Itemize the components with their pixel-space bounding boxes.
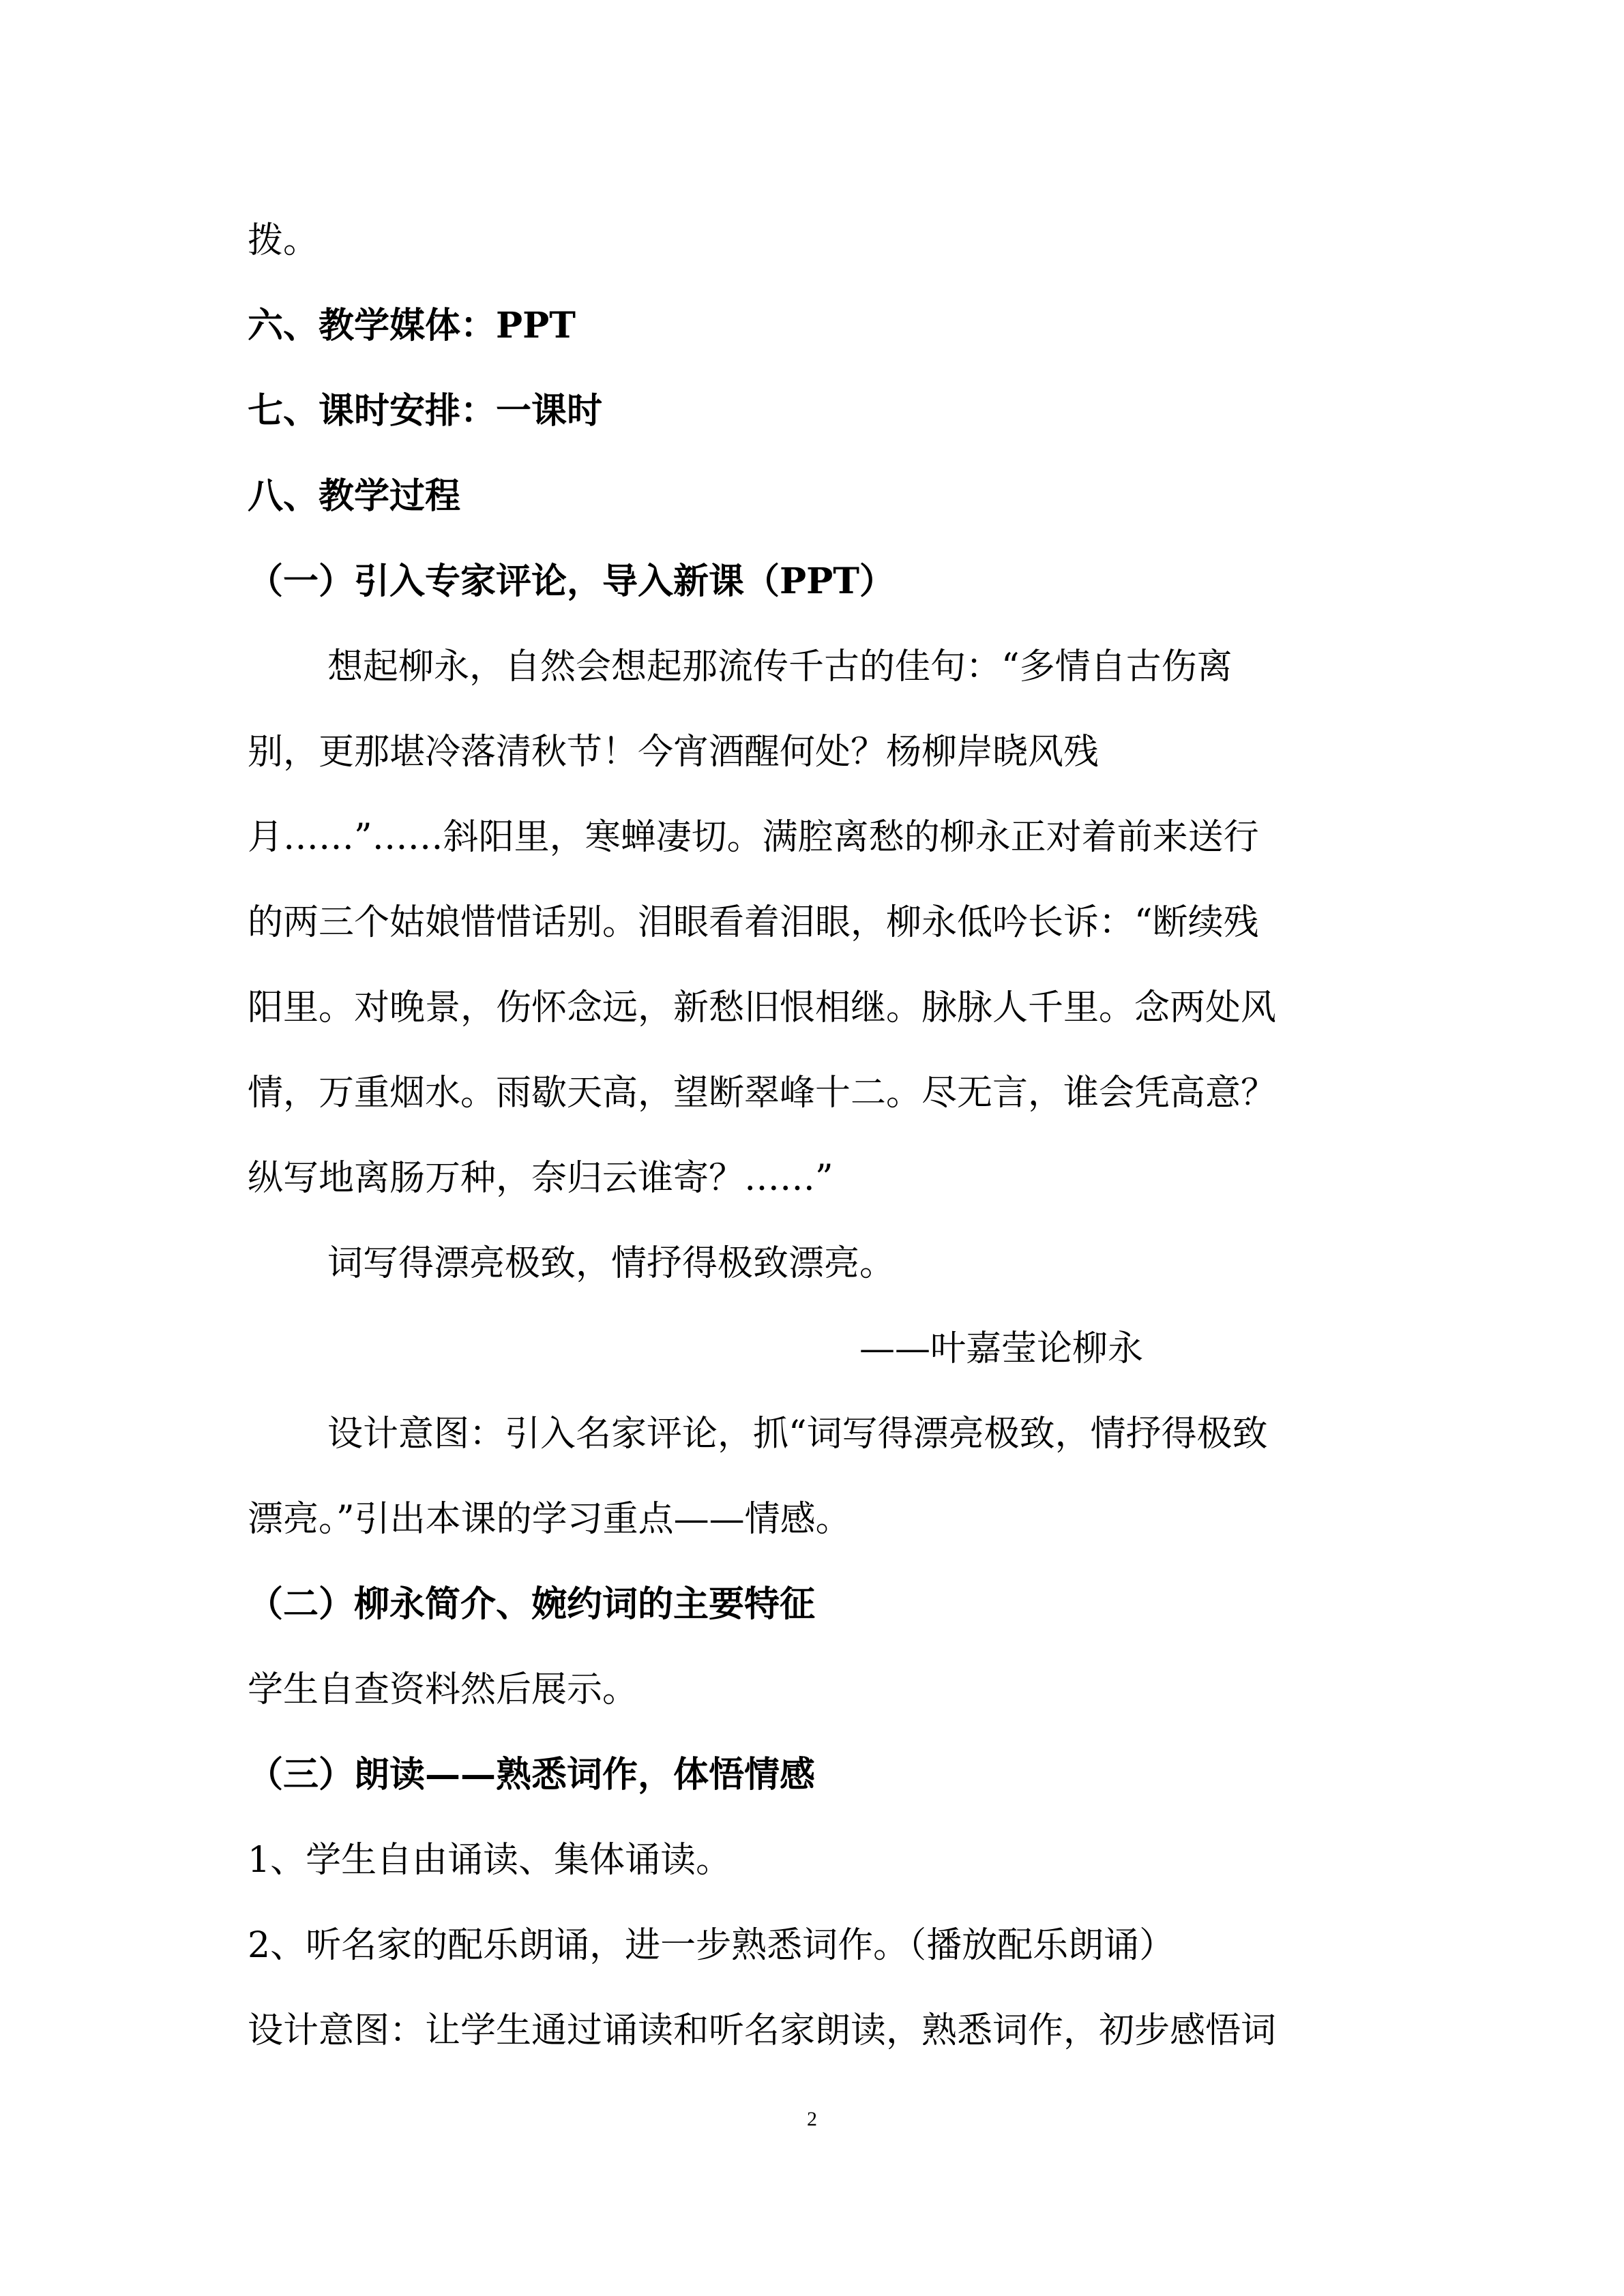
text-line-continuation: 拨。 [248,220,319,261]
heading-teaching-media: 六、教学媒体：PPT [248,305,576,346]
subheading-part-three: （三）朗读——熟悉词作，体悟情感 [248,1754,816,1795]
heading-class-schedule: 七、课时安排：一课时 [248,390,603,432]
design-intent-reading: 设计意图：让学生通过诵读和听名家朗读，熟悉词作，初步感悟词 [248,2010,1277,2051]
paragraph-intro-line-1: 想起柳永，自然会想起那流传千古的佳句：“多情自古伤离 [327,646,1232,687]
paragraph-intro-line-7: 纵写地离肠万种，奈归云谁寄？……” [248,1158,833,1199]
paragraph-intro-line-3: 月……”……斜阳里，寒蝉凄切。满腔离愁的柳永正对着前来送行 [248,817,1259,858]
subheading-part-two: （二）柳永简介、婉约词的主要特征 [248,1583,816,1625]
quote-line: 词写得漂亮极致，情抒得极致漂亮。 [327,1243,896,1284]
list-item-1: 1、学生自由诵读、集体诵读。 [248,1840,732,1881]
paragraph-intro-line-5: 阳里。对晚景，伤怀念远，新愁旧恨相继。脉脉人千里。念两处风 [248,987,1277,1028]
paragraph-intro-line-6: 情，万重烟水。雨歇天高，望断翠峰十二。尽无言，谁会凭高意？ [248,1073,1277,1114]
subheading-part-one: （一）引入专家评论，导入新课（PPT） [248,561,895,602]
design-intent-line-2: 漂亮。”引出本课的学习重点——情感。 [248,1499,851,1540]
page-number: 2 [807,2108,817,2130]
heading-teaching-process: 八、教学过程 [248,475,461,517]
quote-attribution: ——叶嘉莹论柳永 [859,1328,1144,1369]
paragraph-intro-line-2: 别，更那堪冷落清秋节！今宵酒醒何处？杨柳岸晓风残 [248,732,1099,773]
paragraph-self-study: 学生自查资料然后展示。 [248,1669,638,1710]
paragraph-intro-line-4: 的两三个姑娘惜惜话别。泪眼看着泪眼，柳永低吟长诉：“断续残 [248,902,1259,943]
design-intent-line-1: 设计意图：引入名家评论，抓“词写得漂亮极致，情抒得极致 [327,1414,1268,1455]
list-item-2: 2、听名家的配乐朗诵，进一步熟悉词作。（播放配乐朗诵） [248,1925,1175,1966]
